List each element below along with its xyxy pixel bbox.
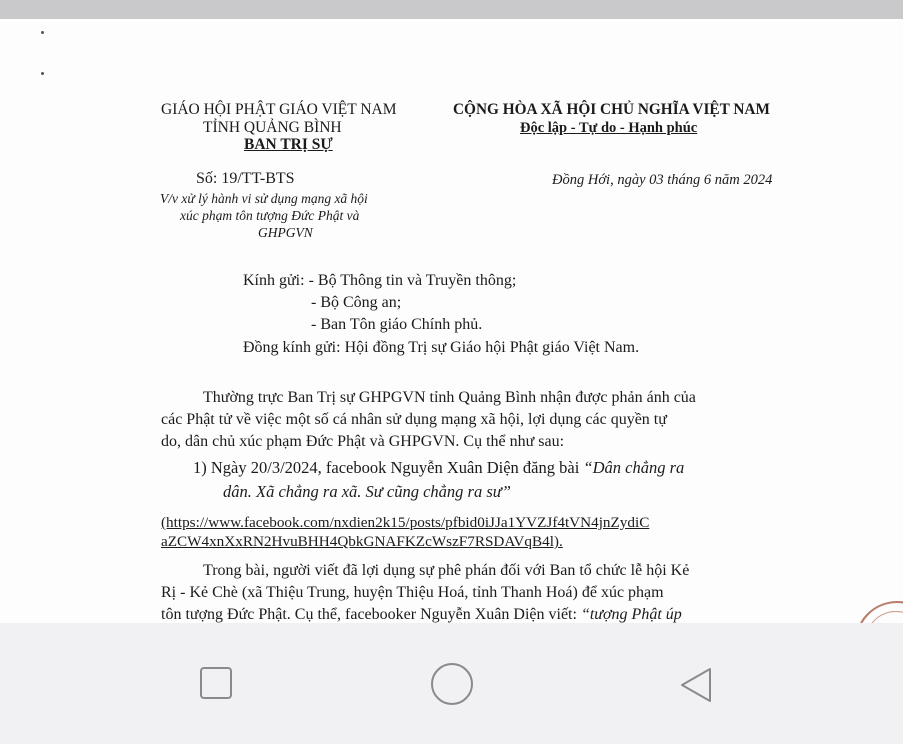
recipient-line: Kính gửi: - Bộ Thông tin và Truyền thông; [243, 272, 517, 289]
triangle-back-icon [676, 665, 716, 705]
document-number: Số: 19/TT-BTS [196, 170, 295, 187]
speck [41, 72, 44, 75]
subject-line: GHPGVN [258, 225, 313, 240]
paragraph-quote: “tượng Phật úp [580, 606, 682, 623]
nation-title: CỘNG HÒA XÃ HỘI CHỦ NGHĨA VIỆT NAM [453, 101, 770, 118]
recipient-line: - Ban Tôn giáo Chính phủ. [311, 316, 483, 333]
facebook-link: (https://www.facebook.com/nxdien2k15/posts/pfbid0iJJa1YVZJf4tVN4jnZydiC [161, 514, 650, 531]
paragraph-line: Rị - Kẻ Chè (xã Thiệu Trung, huyện Thiệu Hoá, tỉnh Thanh Hoá) để xúc phạm [161, 584, 664, 601]
paragraph-text: tôn tượng Đức Phật. Cụ thể, facebooker Nguyễn Xuân Diện viết: [161, 606, 581, 623]
recents-button[interactable] [196, 663, 236, 703]
navigation-bar [0, 623, 903, 744]
document-date: Đồng Hới, ngày 03 tháng 6 năm 2024 [552, 172, 773, 188]
paragraph-line: do, dân chủ xúc phạm Đức Phật và GHPGVN. Cụ thể như sau: [161, 433, 565, 450]
status-bar [0, 0, 903, 19]
org-name: GIÁO HỘI PHẬT GIÁO VIỆT NAM [161, 101, 397, 118]
cc-line: Đồng kính gửi: Hội đồng Trị sự Giáo hội Phật giáo Việt Nam. [243, 339, 640, 356]
list-item [193, 458, 684, 478]
circle-icon [429, 661, 475, 707]
org-province: TỈNH QUẢNG BÌNH [203, 119, 342, 136]
document-photo [0, 19, 903, 623]
paragraph-line [161, 606, 682, 623]
facebook-link: aZCW4xnXxRN2HvuBHH4QbkGNAFKZcWszF7RSDAVqB4l). [161, 533, 563, 550]
paragraph-line: Thường trực Ban Trị sự GHPGVN tỉnh Quảng Bình nhận được phản ánh của [203, 389, 696, 406]
recipient-line: - Bộ Công an; [311, 294, 402, 311]
square-icon [199, 666, 233, 700]
speck [41, 31, 44, 34]
subject-line: V/v xử lý hành vi sử dụng mạng xã hội [160, 191, 368, 206]
seal-stamp [855, 601, 903, 623]
back-button[interactable] [674, 663, 718, 707]
list-item-quote: dân. Xã chẳng ra xã. Sư cũng chẳng ra sư” [223, 482, 511, 501]
paragraph-line: Trong bài, người viết đã lợi dụng sự phê phán đối với Ban tổ chức lễ hội Kẻ [203, 562, 690, 579]
org-department: BAN TRỊ SỰ [244, 136, 333, 153]
list-item-quote: “Dân chẳng ra [583, 458, 685, 477]
nation-motto: Độc lập - Tự do - Hạnh phúc [520, 120, 698, 136]
paragraph-line: các Phật tử về việc một số cá nhân sử dụng mạng xã hội, lợi dụng các quyền tự [161, 411, 667, 428]
subject-line: xúc phạm tôn tượng Đức Phật và [180, 208, 360, 223]
home-button[interactable] [427, 659, 477, 709]
list-item-text: 1) Ngày 20/3/2024, facebook Nguyễn Xuân Diện đăng bài [193, 458, 584, 477]
